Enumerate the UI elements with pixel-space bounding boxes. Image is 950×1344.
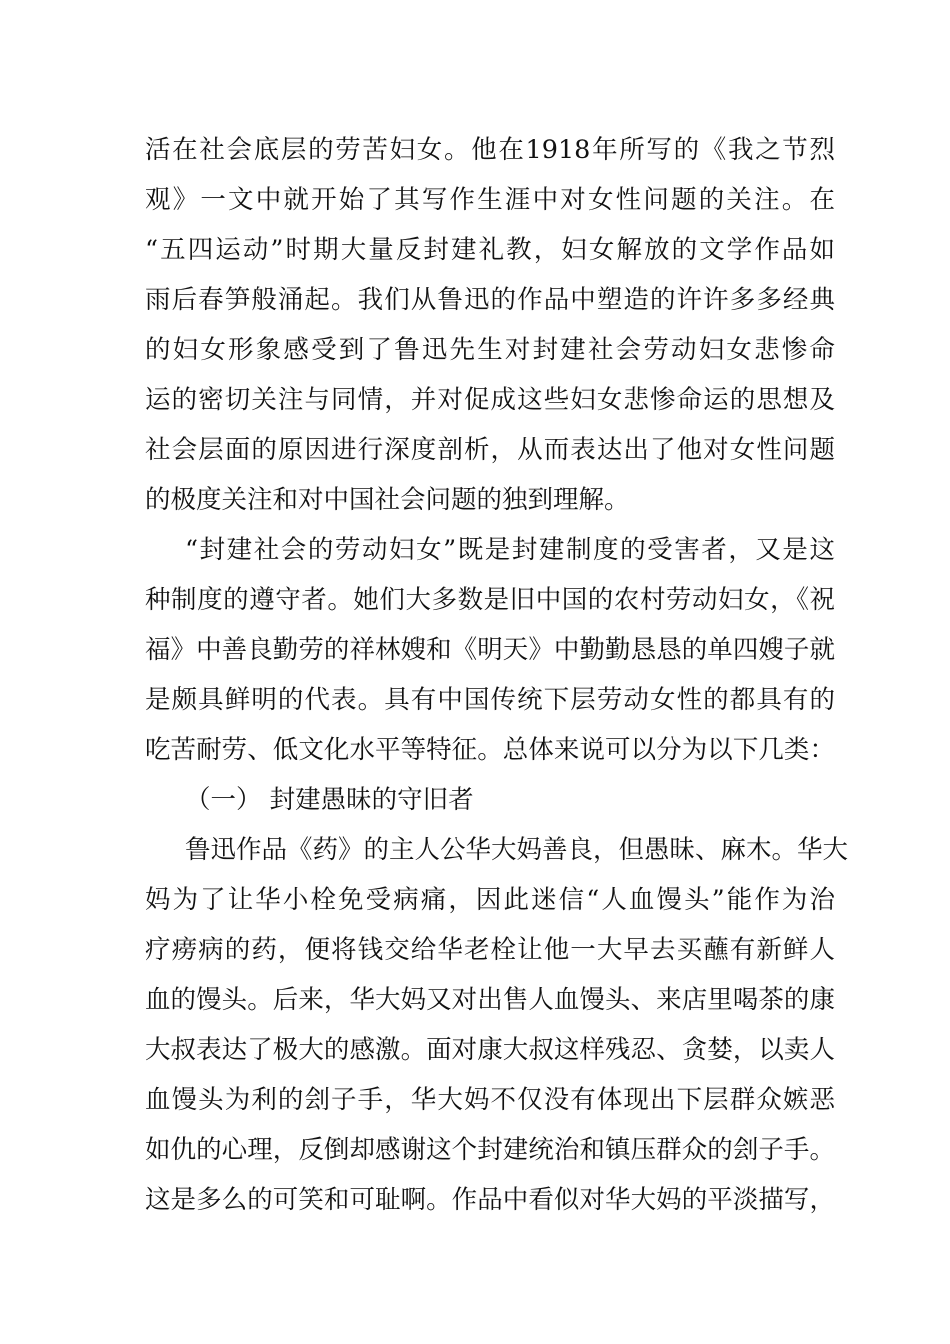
paragraph-3-line-5: 大叔表达了极大的感激。面对康大叔这样残忍、贪婪，以卖人 [145, 1035, 835, 1065]
paragraph-1-line-2: 观》一文中就开始了其写作生涯中对女性问题的关注。在 [145, 185, 835, 215]
paragraph-1-line-4: 雨后春笋般涌起。我们从鲁迅的作品中塑造的许许多多经典 [145, 285, 835, 315]
paragraph-1-line-7: 社会层面的原因进行深度剖析，从而表达出了他对女性问题 [145, 435, 835, 465]
paragraph-1-line-6: 运的密切关注与同情，并对促成这些妇女悲惨命运的思想及 [145, 385, 835, 415]
paragraph-3-line-7: 如仇的心理，反倒却感谢这个封建统治和镇压群众的刽子手。 [145, 1135, 835, 1165]
paragraph-1-line-5: 的妇女形象感受到了鲁迅先生对封建社会劳动妇女悲惨命 [145, 335, 835, 365]
paragraph-3-line-3: 疗痨病的药，便将钱交给华老栓让他一大早去买蘸有新鲜人 [145, 935, 835, 965]
paragraph-3-line-8: 这是多么的可笑和可耻啊。作品中看似对华大妈的平淡描写， [145, 1185, 835, 1215]
paragraph-2-line-2: 种制度的遵守者。她们大多数是旧中国的农村劳动妇女，《祝 [145, 585, 835, 615]
section-heading: （一） 封建愚昧的守旧者 [185, 785, 474, 815]
paragraph-1-line-1: 活在社会底层的劳苦妇女。他在1918年所写的《我之节烈 [145, 135, 835, 165]
paragraph-1-line-3: “五四运动”时期大量反封建礼教，妇女解放的文学作品如 [145, 235, 835, 265]
paragraph-3-line-2: 妈为了让华小栓免受病痛，因此迷信“人血馒头”能作为治 [145, 885, 835, 915]
paragraph-3-line-6: 血馒头为利的刽子手，华大妈不仅没有体现出下层群众嫉恶 [145, 1085, 835, 1115]
paragraph-2-line-1: “封建社会的劳动妇女”既是封建制度的受害者，又是这 [185, 535, 835, 565]
paragraph-3-line-1: 鲁迅作品《药》的主人公华大妈善良，但愚昧、麻木。华大 [185, 835, 849, 865]
paragraph-2-line-3: 福》中善良勤劳的祥林嫂和《明天》中勤勤恳恳的单四嫂子就 [145, 635, 835, 665]
paragraph-2-line-5: 吃苦耐劳、低文化水平等特征。总体来说可以分为以下几类： [145, 735, 835, 765]
paragraph-3-line-4: 血的馒头。后来，华大妈又对出售人血馒头、来店里喝茶的康 [145, 985, 835, 1015]
paragraph-1-line-8: 的极度关注和对中国社会问题的独到理解。 [145, 485, 630, 515]
paragraph-2-line-4: 是颇具鲜明的代表。具有中国传统下层劳动女性的都具有的 [145, 685, 835, 715]
